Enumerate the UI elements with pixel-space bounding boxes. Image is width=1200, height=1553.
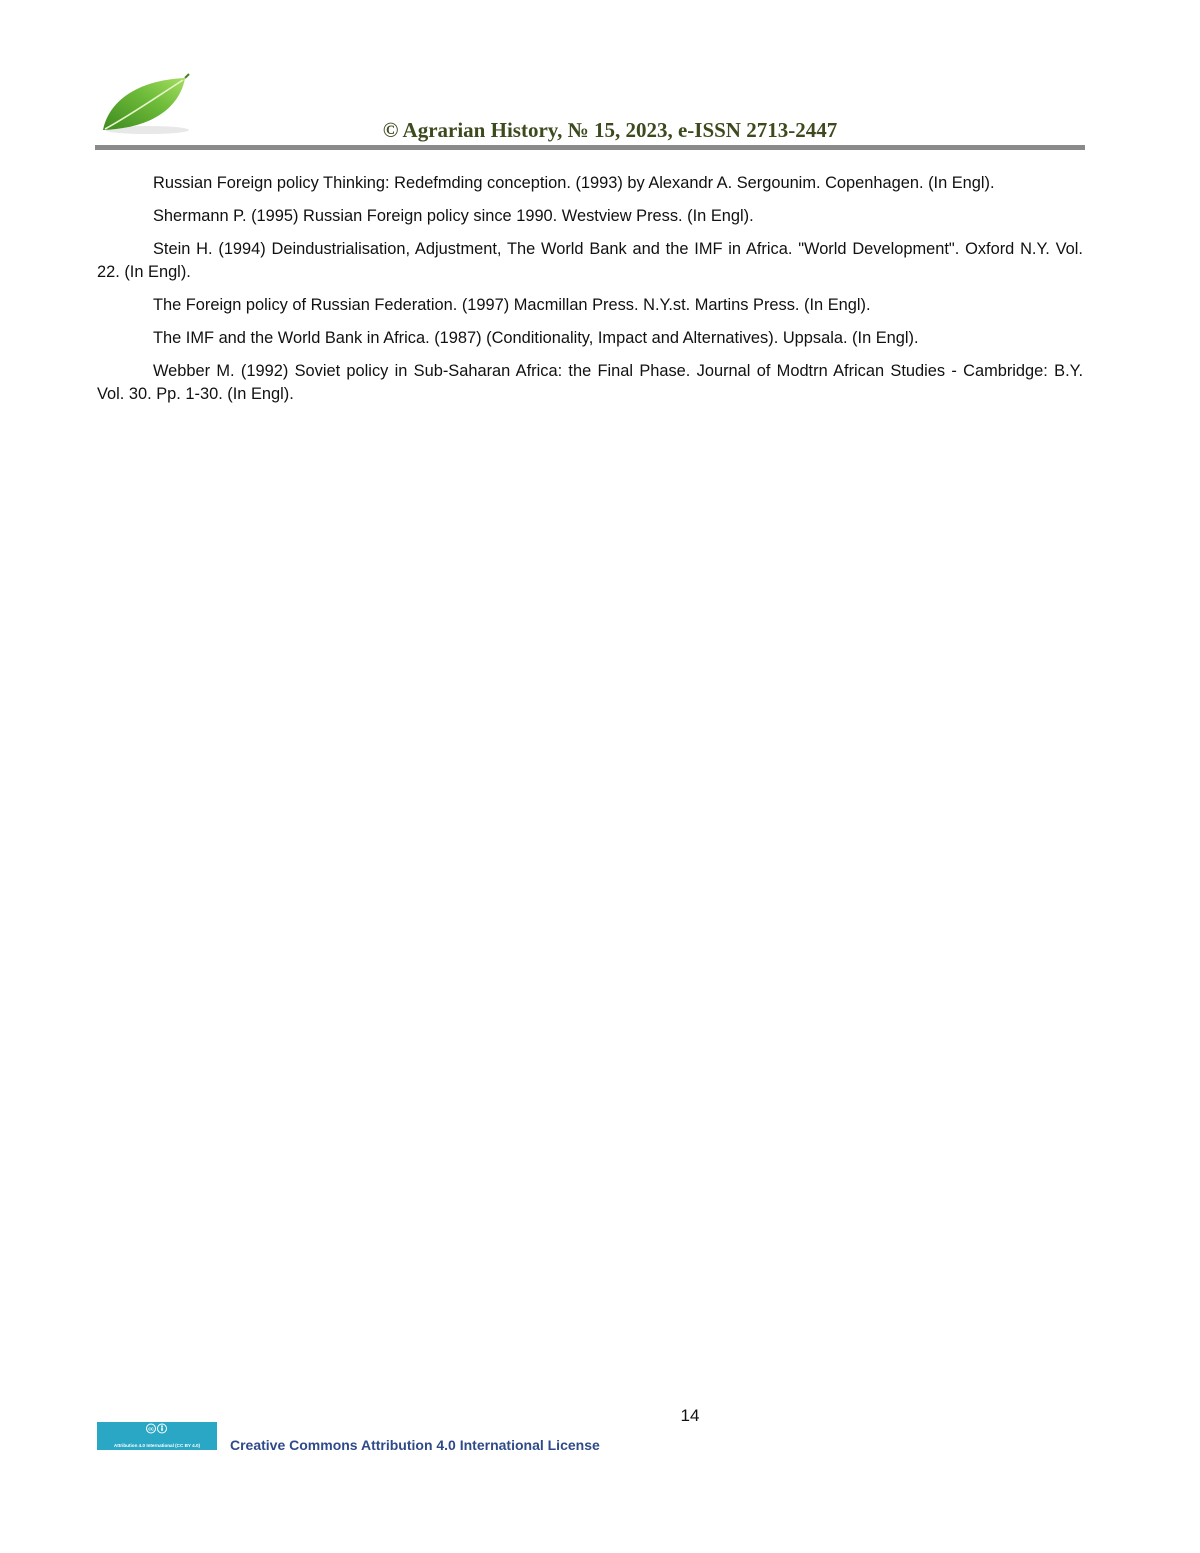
reference-item: Shermann P. (1995) Russian Foreign policy since 1990. Westview Press. (In Engl). bbox=[153, 207, 754, 225]
header-rule bbox=[95, 145, 1085, 150]
reference-item: The Foreign policy of Russian Federation. (1997) Macmillan Press. N.Y.st. Martins Press. (In Engl). bbox=[153, 296, 871, 314]
reference-list bbox=[97, 172, 1083, 416]
reference-item: The IMF and the World Bank in Africa. (1987) (Conditionality, Impact and Alternatives). Uppsala. (In Engl). bbox=[153, 329, 919, 347]
journal-title: © Agrarian History, № 15, 2023, e-ISSN 2713-2447 bbox=[382, 118, 838, 142]
page-header bbox=[95, 70, 1085, 152]
cc-by-icon bbox=[97, 1423, 217, 1437]
reference-item: Russian Foreign policy Thinking: Redefmding conception. (1993) by Alexandr A. Sergounim. Copenhagen. (In Engl). bbox=[153, 174, 995, 192]
page-number: 14 bbox=[680, 1406, 700, 1425]
reference-item: Stein H. (1994) Deindustrialisation, Adjustment, The World Bank and the IMF in Africa. "World Development". Oxford N.Y. Vol. 22. (In Engl). bbox=[97, 240, 1083, 281]
badge-text: Attribution 4.0 International (CC BY 4.0) bbox=[113, 1443, 201, 1448]
reference-item: Webber M. (1992) Soviet policy in Sub-Saharan Africa: the Final Phase. Journal of Modtrn African Studies - Cambridge: B.Y. Vol. 30. Pp. 1-30. (In Engl). bbox=[97, 362, 1083, 403]
svg-text:cc: cc bbox=[148, 1426, 154, 1433]
cc-license-badge[interactable] bbox=[97, 1422, 217, 1450]
license-link[interactable]: Creative Commons Attribution 4.0 International License bbox=[230, 1437, 600, 1453]
